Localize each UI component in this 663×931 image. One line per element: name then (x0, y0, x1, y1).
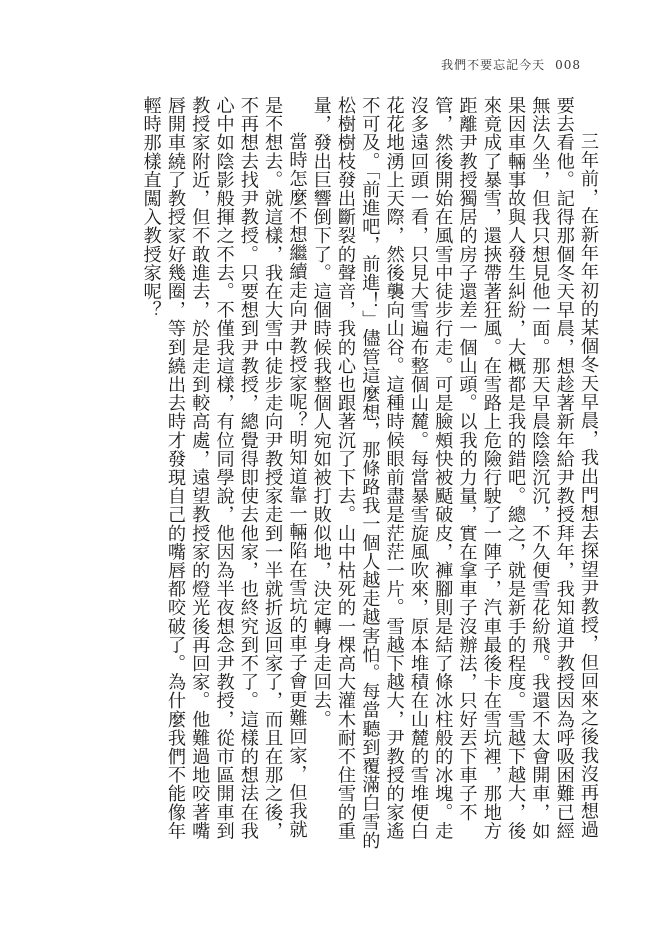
page-number: 008 (555, 58, 581, 72)
running-title: 我們不要忘記今天 (441, 58, 546, 72)
running-header (441, 56, 581, 73)
vertical-body-text (70, 96, 600, 856)
paragraph-2: 當時怎麼不想繼續走向尹教授家呢？明知道靠一輛陷在雪坑的車子會更難回家，但我就是不想去。就這樣，我在大雪中徒步走向尹教授家走到一半就折返回家了，而且在那之後，不再想去找尹教授。只要想到尹教授，總覺得即使去他家，也終究到不了。這樣的想法在我心中如陰影般揮之不去。不僅我這樣，有位同學說，他因為半夜想念尹教授，從市區開車到教授家附近，但不敢進去，於是走到較高處，遠望教授家的燈光後再回家。他難過地咬著嘴唇開車繞了教授家好幾圈，等到繞出去時才發現自己的嘴唇都咬破了。為什麼我們不能像年輕時那樣直闖入教授家呢？ (140, 96, 308, 840)
paragraph-1: 三年前，在新年年初的某個冬天早晨，我出門想去探望尹教授，但回來之後我沒再想過要去看他。記得那個冬天早晨，想趁著新年給尹教授拜年，我知道尹教授因為呼吸困難已經無法久坐，但我只想見他一面。那天早晨陰陰沉沉，不久便雪花紛飛。我還不太會開車，如果因車輛事故與人發生糾紛，大概都是我的錯吧。總之，就是新手的程度。雪越下越大，後來竟成了暴雪，還挾帶著狂風。在雪路上危險行駛了一陣子，汽車最後卡在雪坑裡，那地方距離尹教授獨居的房子還差一個山頭。以我的力量，實在拿車子沒辦法，只好丟下車子不管，然後開始在風雪中徒步行走。可是臉頰快被颳破皮，褲腳則是結了條冰柱般的冰塊。走沒多遠回頭一看，只見大雪遍布整個山麓。每當暴雪旋風吹來，原本堆積在山麓的雪堆便白花花地湧上天際，然後襲向山谷。這種時候眼前盡是茫茫一片。雪越下越大，尹教授的家遙不可及。「前進吧，前進！」儘管這麼想，那條路我一個人越走越害怕。每當聽到覆滿白雪的松樹樹枝發出斷裂的聲音，我的心也跟著沉了下去。山中枯死的一棵高大灌木耐不住雪的重量，發出巨響倒下了。這個時候我整個人宛如被打敗似地，決定轉身走回去。 (310, 96, 599, 850)
